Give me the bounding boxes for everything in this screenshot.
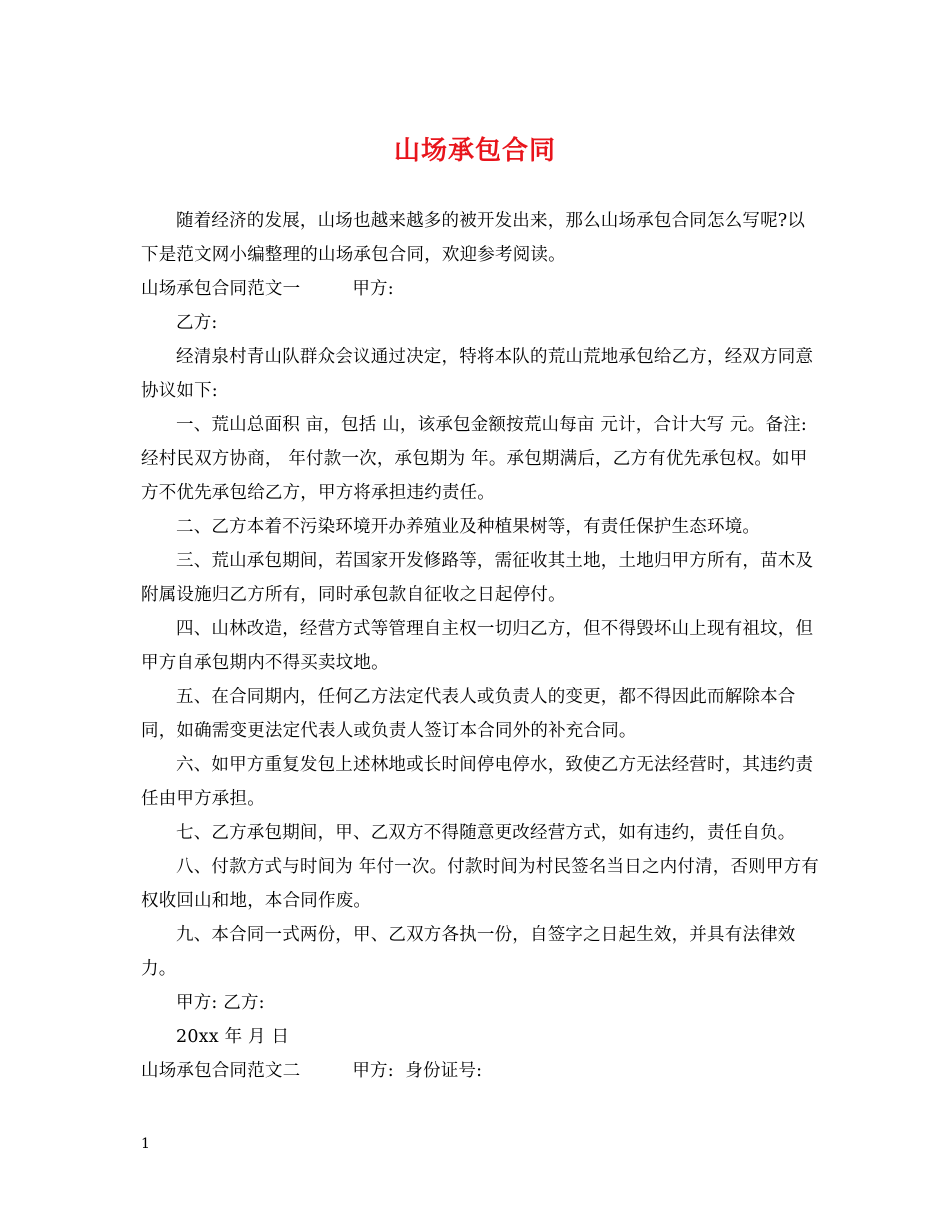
sample1-party-a: 甲方: [352, 279, 394, 299]
sample2-party-a: 甲方: [352, 1061, 394, 1081]
sample1-heading-line [141, 272, 821, 306]
clause-3: 三、荒山承包期间，若国家开发修路等，需征收其土地，土地归甲方所有，苗木及附属设施归乙方所有，同时承包款自征收之日起停付。 [141, 551, 814, 605]
clause-9: 九、本合同一式两份，甲、乙双方各执一份，自签字之日起生效，并具有法律效力。 [141, 925, 796, 979]
date-line: 20xx 年 月 日 [176, 1027, 290, 1047]
sample2-label: 山场承包合同范文二 [141, 1061, 301, 1081]
sample2-heading-line [141, 1054, 821, 1088]
signature-line: 甲方: 乙方: [176, 993, 265, 1013]
clause-2: 二、乙方本着不污染环境开办养殖业及种植果树等，有责任保护生态环境。 [176, 517, 761, 537]
sample2-id-label: 身份证号: [405, 1061, 483, 1081]
clause-8: 八、付款方式与时间为 年付一次。付款时间为村民签名当日之内付清，否则甲方有权收回山和地，本合同作废。 [141, 857, 819, 911]
clause-4: 四、山林改造，经营方式等管理自主权一切归乙方，但不得毁坏山上现有祖坟，但甲方自承包期内不得买卖坟地。 [141, 619, 814, 673]
clause-6: 六、如甲方重复发包上述林地或长时间停电停水，致使乙方无法经营时，其违约责任由甲方承担。 [141, 755, 814, 809]
party-b-line: 乙方: [176, 313, 218, 333]
clause-1: 一、荒山总面积 亩，包括 山，该承包金额按荒山每亩 元计，合计大写 元。备注:经村民双方协商， 年付款一次，承包期为 年。承包期满后，乙方有优先承包权。如甲方不优先承包给乙方，甲方将承担违约责任。 [141, 415, 808, 503]
sample1-label: 山场承包合同范文一 [141, 279, 301, 299]
document-title: 山场承包合同 [393, 136, 556, 166]
agreement-paragraph: 经清泉村青山队群众会议通过决定，特将本队的荒山荒地承包给乙方，经双方同意协议如下: [141, 347, 814, 401]
document-body [141, 204, 821, 1088]
clause-5: 五、在合同期内，任何乙方法定代表人或负责人的变更，都不得因此而解除本合同，如确需变更法定代表人或负责人签订本合同外的补充合同。 [141, 687, 796, 741]
page-number: 1 [141, 1136, 150, 1152]
clause-7: 七、乙方承包期间，甲、乙双方不得随意更改经营方式，如有违约，责任自负。 [176, 823, 796, 843]
intro-paragraph: 随着经济的发展，山场也越来越多的被开发出来，那么山场承包合同怎么写呢?以下是范文网小编整理的山场承包合同，欢迎参考阅读。 [141, 211, 806, 265]
